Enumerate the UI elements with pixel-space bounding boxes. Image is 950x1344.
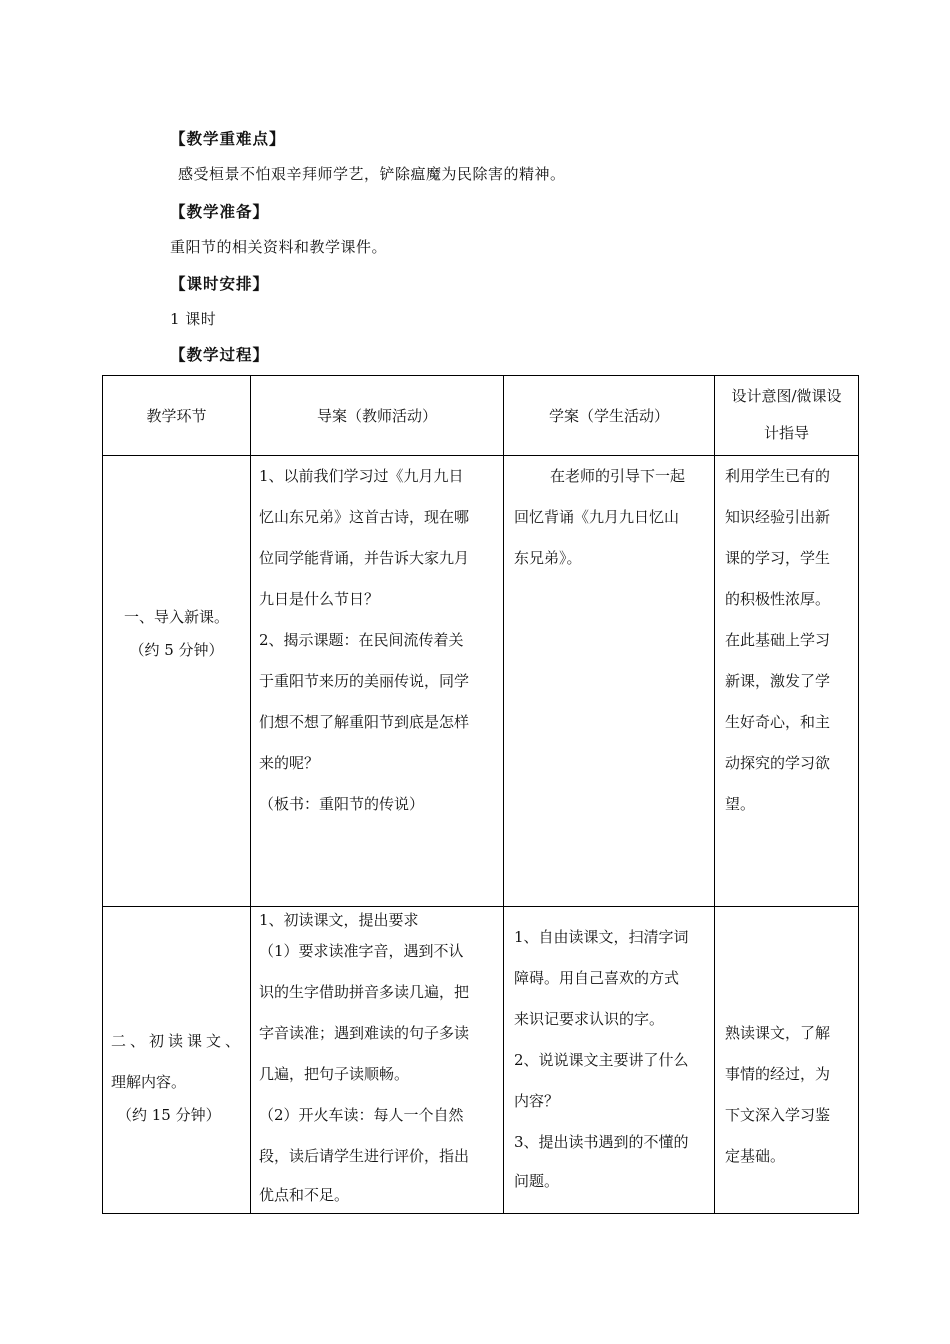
stage-line: （约 15 分钟） [117, 1106, 221, 1124]
heading-key-points: 【教学重难点】 [170, 129, 286, 148]
stage-cell [103, 907, 251, 1214]
header-teacher-label: 导案（教师活动） [317, 406, 438, 425]
student-line: 东兄弟》。 [514, 549, 582, 567]
heading-process: 【教学过程】 [170, 345, 270, 364]
table-header-row [103, 376, 859, 456]
header-student [504, 376, 715, 456]
table-row [103, 456, 859, 907]
header-stage-label: 教学环节 [146, 406, 207, 425]
student-line: 内容？ [514, 1092, 560, 1110]
intent-line: 利用学生已有的 [725, 467, 831, 485]
teacher-line: （2）开火车读：每人一个自然 [259, 1106, 464, 1124]
intent-line: 动探究的学习欲 [725, 754, 831, 772]
intent-cell [715, 456, 859, 907]
student-cell [504, 907, 715, 1214]
header-student-label: 学案（学生活动） [549, 406, 670, 425]
lesson-table [102, 375, 859, 1214]
stage-cell [103, 456, 251, 907]
student-cell [504, 456, 715, 907]
header-stage [103, 376, 251, 456]
intent-line: 熟读课文，了解 [725, 1024, 831, 1042]
table-row [103, 907, 859, 1214]
student-line: 1、自由读课文，扫清字词 [514, 928, 689, 946]
intent-cell [715, 907, 859, 1214]
intent-line: 课的学习，学生 [725, 549, 831, 567]
intent-line: 望。 [725, 795, 756, 813]
stage-line: （约 5 分钟） [129, 641, 224, 659]
teacher-line: 1、初读课文，提出要求 [259, 911, 419, 929]
header-intent-line2: 计指导 [764, 424, 810, 442]
intent-line: 的积极性浓厚。 [725, 590, 831, 608]
stage-line: 一、导入新课。 [124, 608, 230, 626]
teacher-line: 们想不想了解重阳节到底是怎样 [259, 713, 470, 731]
intent-line: 定基础。 [725, 1147, 786, 1165]
header-intent [715, 376, 859, 456]
teacher-line: 字音读准；遇到难读的句子多读 [259, 1024, 470, 1042]
header-teacher [251, 376, 504, 456]
teacher-line: 几遍，把句子读顺畅。 [259, 1065, 410, 1083]
student-line: 障碍。用自己喜欢的方式 [514, 969, 680, 987]
header-intent-line1: 设计意图/微课设 [731, 387, 842, 405]
teacher-line: （1）要求读准字音，遇到不认 [259, 942, 464, 960]
teacher-line: （板书：重阳节的传说） [259, 795, 425, 813]
teacher-line: 于重阳节来历的美丽传说，同学 [259, 672, 470, 690]
teacher-line: 1、以前我们学习过《九月九日 [259, 467, 464, 485]
heading-preparation: 【教学准备】 [170, 202, 270, 221]
teacher-line: 识的生字借助拼音多读几遍，把 [259, 983, 470, 1001]
teacher-cell [251, 907, 504, 1214]
intent-line: 在此基础上学习 [725, 631, 831, 649]
teacher-line: 优点和不足。 [259, 1186, 350, 1204]
intent-line: 事情的经过，为 [725, 1065, 831, 1083]
intent-line: 知识经验引出新 [725, 508, 831, 526]
teacher-cell [251, 456, 504, 907]
teacher-line: 位同学能背诵，并告诉大家九月 [259, 549, 470, 567]
text-key-points: 感受桓景不怕艰辛拜师学艺，铲除瘟魔为民除害的精神。 [178, 165, 566, 183]
student-line: 来识记要求认识的字。 [514, 1010, 665, 1028]
intent-line: 新课，激发了学 [725, 672, 831, 690]
teacher-line: 段，读后请学生进行评价，指出 [259, 1147, 470, 1165]
stage-line: 理解内容。 [111, 1073, 187, 1091]
student-line: 问题。 [514, 1172, 560, 1190]
student-line: 3、提出读书遇到的不懂的 [514, 1133, 689, 1151]
teacher-line: 九日是什么节日？ [259, 590, 380, 608]
heading-schedule: 【课时安排】 [170, 274, 270, 293]
intent-line: 下文深入学习鉴 [725, 1106, 831, 1124]
student-line: 回忆背诵《九月九日忆山 [514, 508, 680, 526]
teacher-line: 2、揭示课题：在民间流传着关 [259, 631, 464, 649]
intent-line: 生好奇心，和主 [725, 713, 831, 731]
teacher-line: 忆山东兄弟》这首古诗，现在哪 [259, 508, 470, 526]
stage-line: 二、初读课文、 [111, 1032, 245, 1050]
text-preparation: 重阳节的相关资料和教学课件。 [170, 238, 388, 256]
student-line: 在老师的引导下一起 [550, 467, 686, 485]
text-schedule: 1 课时 [170, 310, 217, 328]
teacher-line: 来的呢？ [259, 754, 320, 772]
student-line: 2、说说课文主要讲了什么 [514, 1051, 689, 1069]
